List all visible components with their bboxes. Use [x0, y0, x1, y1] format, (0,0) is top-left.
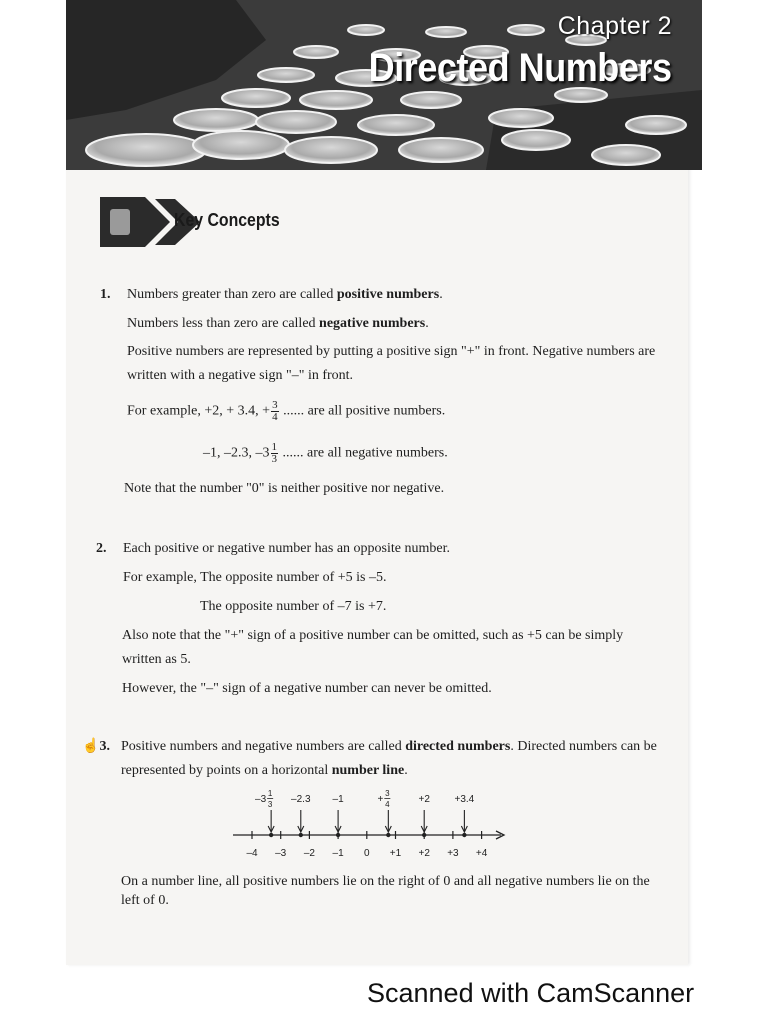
number-line-tick-label: –2 [303, 848, 315, 859]
svg-text:3: 3 [385, 789, 390, 798]
concept-1-number: 1. [100, 287, 111, 302]
concept-1-line-2: Numbers less than zero are called negative numbers. [127, 316, 429, 331]
concept-2-number: 2. [96, 541, 107, 556]
concept-3-number: ☝3. [82, 739, 110, 754]
concept-3-line-4: left of 0. [121, 893, 169, 908]
number-line-point-label: –1 [332, 794, 344, 805]
concept-1-example-negative: –1, –2.3, –3 $\frac{1}{3}$ ...... are all negative numbers. [203, 441, 448, 465]
svg-text:1: 1 [267, 789, 273, 798]
hand-mark-icon: ☝ [82, 739, 100, 754]
concept-2-line-4: Also note that the "+" sign of a positive number can be omitted, such as +5 can be simply [122, 628, 624, 643]
number-line [225, 788, 515, 860]
concept-3-line-2: represented by points on a horizontal number line. [121, 763, 408, 778]
number-line-tick-label: –3 [275, 848, 287, 859]
concept-3-line-1: Positive numbers and negative numbers are called directed numbers. Directed numbers can be [121, 739, 657, 754]
svg-text:3: 3 [267, 800, 273, 809]
chapter-number: Chapter 2 [557, 12, 672, 40]
number-line-tick-label: +3 [447, 848, 459, 859]
concept-2-line-1: Each positive or negative number has an opposite number. [123, 541, 450, 556]
concept-2-line-5: written as 5. [122, 652, 191, 667]
number-line-point-label: –2.3 [291, 794, 311, 805]
section-title: Key Concepts [174, 210, 280, 230]
concept-1-line-3: Positive numbers are represented by putting a positive sign "+" in front. Negative numbers are [127, 344, 656, 359]
chapter-title: Directed Numbers [369, 46, 672, 90]
concept-2-line-3: The opposite number of –7 is +7. [200, 599, 387, 614]
number-line-point-fraction [377, 789, 390, 809]
chapter-banner [66, 0, 702, 170]
svg-text:+: + [377, 794, 384, 805]
svg-text:4: 4 [385, 800, 390, 809]
concept-1-line-1: Numbers greater than zero are called positive numbers. [127, 287, 443, 302]
concept-1-line-4: written with a negative sign "–" in front. [127, 368, 354, 383]
number-line-point-label: +3.4 [454, 794, 475, 805]
number-line-tick-label: –1 [332, 848, 344, 859]
number-line-point-label: +2 [418, 794, 430, 805]
scanner-watermark: Scanned with CamScanner [367, 978, 695, 1008]
key-concepts-icon [110, 209, 130, 235]
fraction: $\frac{1}{3}$ [271, 441, 277, 465]
number-line-tick-label: –4 [246, 848, 258, 859]
svg-text:–3: –3 [255, 794, 267, 805]
concept-2-line-2: For example, The opposite number of +5 is –5. [123, 570, 387, 585]
concept-1-note: Note that the number "0" is neither positive nor negative. [124, 481, 445, 496]
number-line-tick-label: +1 [389, 848, 402, 859]
number-line-point-fraction [255, 789, 273, 809]
fraction: $\frac{3}{4}$ [272, 399, 278, 423]
number-line-tick-label: +4 [475, 848, 488, 859]
concept-2-line-6: However, the "–" sign of a negative number can never be omitted. [122, 681, 492, 696]
concept-1-example-positive: For example, +2, + 3.4, + $\frac{3}{4}$ ...... are all positive numbers. [127, 399, 446, 423]
number-line-tick-label: +2 [418, 848, 430, 859]
number-line-tick-label: 0 [364, 848, 370, 859]
concept-3-line-3: On a number line, all positive numbers lie on the right of 0 and all negative numbers lie on the [121, 874, 650, 889]
